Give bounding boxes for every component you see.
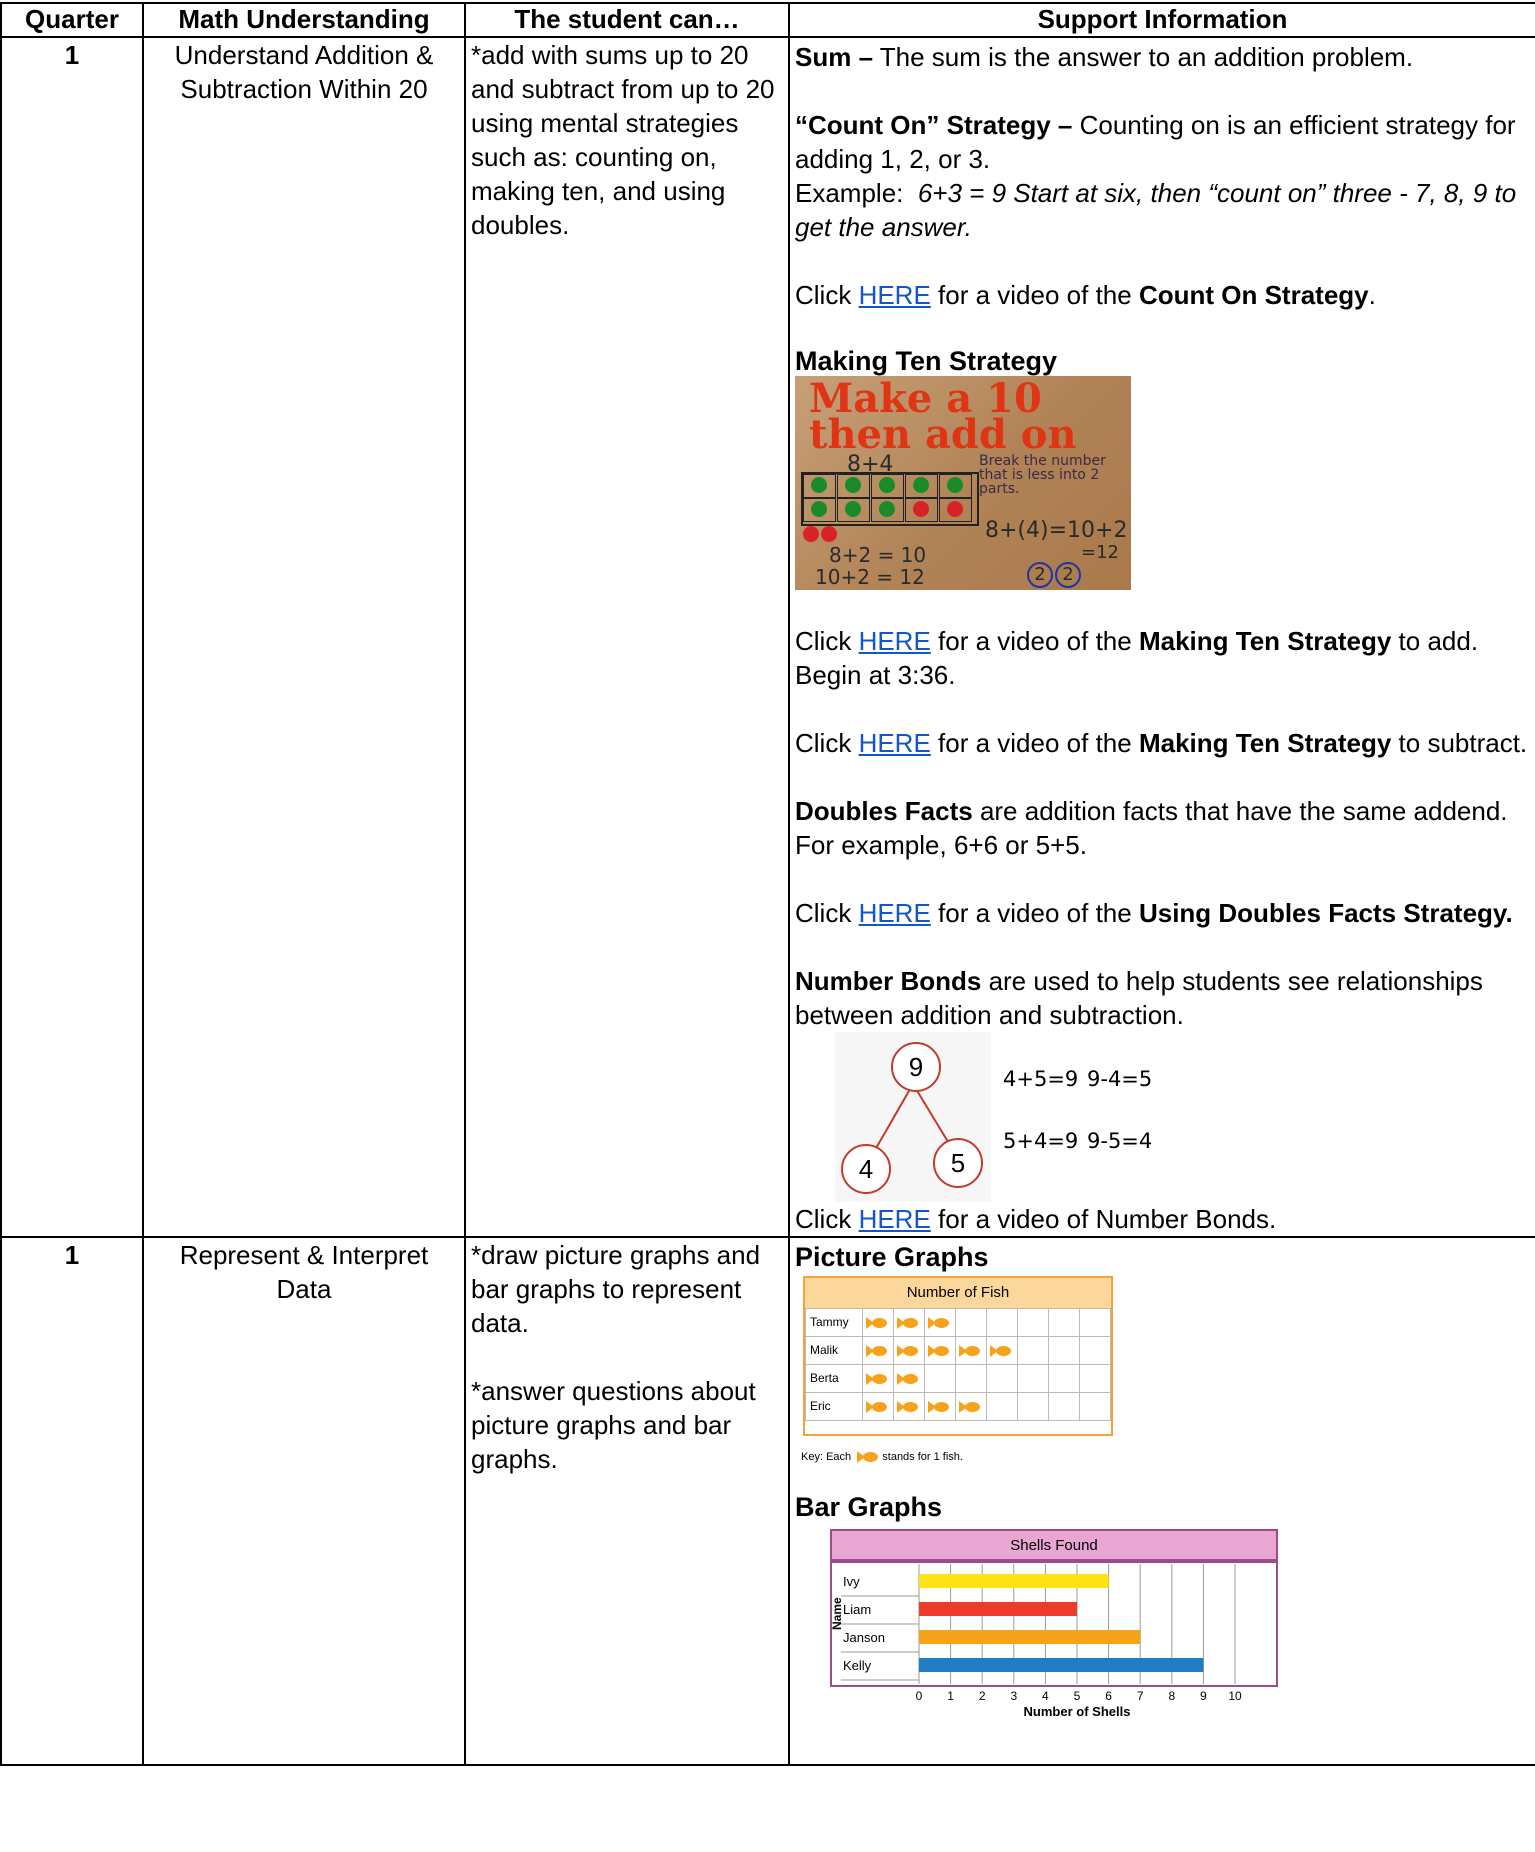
bar-graphs-heading: Bar Graphs — [795, 1492, 943, 1522]
table-row — [1, 37, 1535, 1237]
sum-definition — [795, 40, 1530, 74]
header-support-information: Support Information — [789, 3, 1535, 37]
bar-graph-tick-label: 0 — [915, 1689, 923, 1703]
picture-graph-row — [806, 1365, 1111, 1393]
counter-dot — [845, 501, 861, 517]
picture-graph-cell — [1080, 1337, 1111, 1365]
picture-graph-label: Berta — [806, 1365, 863, 1393]
click-text: Click — [795, 728, 859, 758]
header-math-understanding: Math Understanding — [143, 3, 465, 37]
picture-graph-cell — [987, 1337, 1018, 1365]
picture-graph-cell — [863, 1365, 894, 1393]
number-bonds-definition — [795, 964, 1530, 1032]
bar — [919, 1574, 1109, 1588]
picture-graph-title: Number of Fish — [805, 1278, 1111, 1308]
bar-graph-tick-label: 2 — [978, 1689, 986, 1703]
fish-icon — [928, 1344, 950, 1358]
fish-icon — [897, 1316, 919, 1330]
counter-dot — [803, 526, 819, 542]
fish-icon — [857, 1450, 879, 1464]
picture-graph-cell — [925, 1337, 956, 1365]
bond-eq-1: 4+5=9 — [1003, 1067, 1079, 1091]
header-quarter: Quarter — [1, 3, 143, 37]
fish-icon — [866, 1400, 888, 1414]
picture-graph-cell — [925, 1309, 956, 1337]
bar-graph-tick-label: 4 — [1042, 1689, 1049, 1703]
doubles-term: Doubles Facts — [795, 796, 973, 826]
bar-graph-tick-label: 3 — [1010, 1689, 1018, 1703]
bar — [919, 1630, 1140, 1644]
count-on-video-link[interactable]: HERE — [858, 280, 931, 310]
picture-graph-cell — [894, 1393, 925, 1421]
picture-graph-cell — [1049, 1365, 1080, 1393]
bar-graph — [807, 1528, 1287, 1750]
sum-term: Sum – — [795, 42, 874, 72]
bonds-term: Number Bonds — [795, 966, 982, 996]
video-text: for a video of the — [930, 280, 1139, 310]
photo-eq1: 8+2 = 10 — [829, 543, 927, 567]
photo-title-2: then add on — [809, 411, 1077, 458]
counter-dot — [811, 501, 827, 517]
make-ten-photo — [795, 376, 1131, 590]
bar-graph-title: Shells Found — [1010, 1537, 1098, 1554]
picture-graph-cell — [987, 1393, 1018, 1421]
photo-title-1: Make a 10 — [809, 376, 1042, 422]
fish-icon — [866, 1372, 888, 1386]
making-ten-subtract-video-link[interactable]: HERE — [858, 728, 931, 758]
counter-dot — [913, 501, 929, 517]
fish-icon — [866, 1344, 888, 1358]
fish-icon — [928, 1400, 950, 1414]
picture-graph-label: Tammy — [806, 1309, 863, 1337]
count-on-definition — [795, 108, 1530, 176]
picture-graph-cell — [1049, 1337, 1080, 1365]
quarter-cell: 1 — [1, 37, 143, 1237]
counter-dot — [845, 477, 861, 493]
picture-graph-cell — [894, 1365, 925, 1393]
bar-graph-category-label: Kelly — [843, 1658, 872, 1673]
picture-graph-cell — [1080, 1309, 1111, 1337]
bar-graph-tick-label: 7 — [1136, 1689, 1144, 1703]
header-row — [1, 3, 1535, 37]
curriculum-table — [0, 2, 1535, 1766]
picture-graph-cell — [925, 1393, 956, 1421]
number-bonds-video-text: for a video of Number Bonds. — [930, 1204, 1277, 1234]
counter-dot — [947, 477, 963, 493]
making-ten-strategy-label: Making Ten Strategy — [1138, 626, 1392, 656]
student-can-2: *answer questions about picture graphs and bar graphs. — [471, 1376, 756, 1474]
bar-graph-category-label: Liam — [843, 1602, 872, 1617]
picture-graph — [803, 1276, 1113, 1436]
picture-graph-label: Malik — [806, 1337, 863, 1365]
photo-note: Break the number that is less into 2 parts. — [979, 453, 1106, 497]
doubles-def: are addition facts that have the same addend. For example, 6+6 or 5+5. — [795, 796, 1508, 860]
student-can-cell: *add with sums up to 20 and subtract from up to 20 using mental strategies such as: counting on, making ten, and using doubles. — [465, 37, 789, 1237]
count-on-example — [795, 176, 1530, 244]
counter-dot — [879, 501, 895, 517]
fish-icon — [897, 1372, 919, 1386]
math-understanding-cell: Represent & Interpret Data — [143, 1237, 465, 1765]
period: . — [1368, 280, 1376, 310]
support-information-cell — [789, 1237, 1535, 1765]
to-add-text: to add. Begin at 3:36. — [795, 626, 1479, 690]
making-ten-heading: Making Ten Strategy — [795, 346, 1058, 376]
bond-part-b: 5 — [933, 1138, 983, 1188]
table-row — [1, 1237, 1535, 1765]
picture-graph-row — [806, 1337, 1111, 1365]
click-text: Click — [795, 1204, 859, 1234]
bar-graph-tick-label: 9 — [1200, 1689, 1207, 1703]
picture-graph-cell — [1080, 1393, 1111, 1421]
picture-graph-cell — [956, 1337, 987, 1365]
number-bond-diagram — [835, 1032, 1485, 1202]
picture-graph-cell — [863, 1337, 894, 1365]
number-bonds-video-link[interactable]: HERE — [858, 1204, 931, 1234]
student-can-cell — [465, 1237, 789, 1765]
photo-problem: 8+4 — [847, 452, 894, 477]
header-student-can: The student can… — [465, 3, 789, 37]
doubles-video-line — [795, 896, 1530, 930]
video-text: for a video of the — [930, 898, 1139, 928]
bar-graph-xlabel: Number of Shells — [1023, 1704, 1131, 1719]
bar — [919, 1602, 1077, 1616]
to-subtract-text: to subtract. — [1391, 728, 1528, 758]
bar-graph-tick-label: 10 — [1228, 1689, 1242, 1703]
count-on-video-line — [795, 278, 1530, 312]
photo-result: =12 — [1081, 542, 1119, 563]
picture-graphs-heading: Picture Graphs — [795, 1242, 989, 1272]
counter-dot — [879, 477, 895, 493]
picture-graph-cell — [1018, 1309, 1049, 1337]
fish-icon — [897, 1344, 919, 1358]
doubles-video-link[interactable]: HERE — [858, 898, 931, 928]
picture-graph-cell — [956, 1393, 987, 1421]
bond-whole: 9 — [891, 1042, 941, 1092]
picture-graph-cell — [894, 1309, 925, 1337]
picture-graph-row — [806, 1309, 1111, 1337]
count-on-def: Counting on is an efficient strategy for adding 1, 2, or 3. — [795, 110, 1516, 174]
example-label: Example: — [795, 178, 918, 208]
bar-graph-category-label: Janson — [843, 1630, 885, 1645]
photo-part-1: 2 — [1027, 562, 1053, 588]
number-bonds-video-line — [795, 1202, 1530, 1236]
picture-graph-cell — [894, 1337, 925, 1365]
example-text: 6+3 = 9 Start at six, then “count on” three - 7, 8, 9 to get the answer. — [795, 178, 1517, 242]
count-on-term: “Count On” Strategy – — [795, 110, 1073, 140]
fish-icon — [866, 1316, 888, 1330]
picture-graph-label: Eric — [806, 1393, 863, 1421]
fish-icon — [897, 1400, 919, 1414]
click-text: Click — [795, 626, 859, 656]
video-text: for a video of the — [930, 728, 1139, 758]
picture-graph-cell — [956, 1309, 987, 1337]
making-ten-subtract-line — [795, 726, 1530, 760]
click-text: Click — [795, 898, 859, 928]
quarter-cell: 1 — [1, 1237, 143, 1765]
video-text: for a video of the — [930, 626, 1139, 656]
photo-part-2: 2 — [1055, 562, 1081, 588]
bar-graph-ylabel: Name — [830, 1597, 844, 1630]
picture-graph-key — [801, 1440, 1530, 1474]
picture-graph-cell — [863, 1309, 894, 1337]
bar-graph-tick-label: 1 — [947, 1689, 954, 1703]
picture-graph-cell — [1018, 1337, 1049, 1365]
bar-graph-tick-label: 8 — [1168, 1689, 1176, 1703]
ten-frame — [801, 472, 979, 526]
picture-graph-table — [805, 1308, 1111, 1421]
making-ten-strategy-label: Making Ten Strategy — [1138, 728, 1392, 758]
counter-dot — [821, 526, 837, 542]
doubles-strategy-label: Using Doubles Facts Strategy. — [1138, 898, 1513, 928]
picture-graph-cell — [925, 1365, 956, 1393]
photo-eq2: 10+2 = 12 — [815, 565, 925, 589]
picture-graph-cell — [956, 1365, 987, 1393]
counter-dot — [947, 501, 963, 517]
making-ten-add-line — [795, 624, 1530, 692]
bonds-def: are used to help students see relationships between addition and subtraction. — [795, 966, 1483, 1030]
student-can-1: *draw picture graphs and bar graphs to represent data. — [471, 1240, 761, 1338]
picture-graph-cell — [1049, 1393, 1080, 1421]
photo-split: 8+(4)=10+2 — [985, 518, 1128, 543]
fish-icon — [959, 1344, 981, 1358]
counter-dot — [811, 477, 827, 493]
key-suffix: stands for 1 fish. — [882, 1451, 963, 1463]
bond-eq-4: 9-5=4 — [1087, 1129, 1153, 1153]
making-ten-add-video-link[interactable]: HERE — [858, 626, 931, 656]
bond-eq-3: 5+4=9 — [1003, 1129, 1079, 1153]
picture-graph-cell — [987, 1365, 1018, 1393]
bond-part-a: 4 — [841, 1144, 891, 1194]
bond-eq-2: 9-4=5 — [1087, 1067, 1153, 1091]
fish-icon — [928, 1316, 950, 1330]
fish-icon — [959, 1400, 981, 1414]
support-information-cell — [789, 37, 1535, 1237]
picture-graph-cell — [1049, 1309, 1080, 1337]
bar-graph-tick-label: 5 — [1073, 1689, 1081, 1703]
counter-dot — [913, 477, 929, 493]
bar — [919, 1658, 1203, 1672]
count-on-strategy-label: Count On Strategy — [1138, 280, 1369, 310]
picture-graph-cell — [1018, 1393, 1049, 1421]
fish-icon — [990, 1344, 1012, 1358]
picture-graph-cell — [1018, 1365, 1049, 1393]
doubles-definition — [795, 794, 1530, 862]
bar-graph-category-label: Ivy — [843, 1574, 860, 1589]
sum-def: The sum is the answer to an addition problem. — [873, 42, 1414, 72]
bar-graph-tick-label: 6 — [1105, 1689, 1112, 1703]
picture-graph-cell — [1080, 1365, 1111, 1393]
picture-graph-cell — [863, 1393, 894, 1421]
key-prefix: Key: Each — [801, 1451, 852, 1463]
math-understanding-cell: Understand Addition & Subtraction Within 20 — [143, 37, 465, 1237]
picture-graph-row — [806, 1393, 1111, 1421]
picture-graph-cell — [987, 1309, 1018, 1337]
click-text: Click — [795, 280, 859, 310]
